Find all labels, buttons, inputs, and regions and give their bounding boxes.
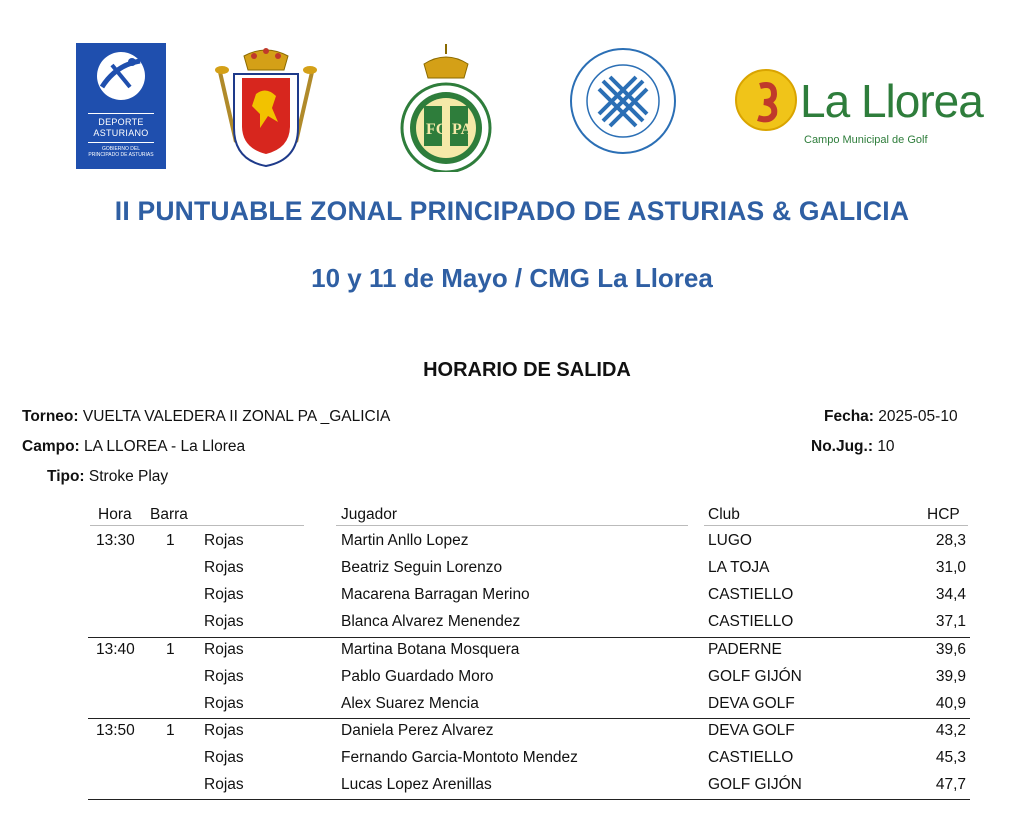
header-underline-club-hcp [704, 525, 968, 526]
cell-club: CASTIELLO [708, 613, 794, 630]
cell-tee: Rojas [204, 641, 244, 658]
cell-jugador: Macarena Barragan Merino [341, 586, 530, 603]
cell-tee: Rojas [204, 532, 244, 549]
cell-club: DEVA GOLF [708, 722, 795, 739]
cell-jugador: Blanca Alvarez Menendez [341, 613, 521, 630]
cell-club: LA TOJA [708, 559, 770, 576]
la-llorea-name: La Llorea [800, 75, 983, 127]
nojug-label: No.Jug.: [811, 438, 873, 455]
cell-tee: Rojas [204, 559, 244, 576]
header-jugador: Jugador [341, 506, 398, 523]
fgpa-letters-fg: FG [426, 121, 449, 138]
cell-hcp: 34,4 [935, 586, 966, 603]
cell-jugador: Pablo Guardado Moro [341, 668, 494, 685]
fgpa-crest-logo [398, 44, 494, 172]
fgpa-letters-pa: PA [452, 121, 473, 138]
header-underline-jugador [336, 525, 688, 526]
table-bottom-rule [88, 799, 970, 800]
cell-club: PADERNE [708, 641, 782, 658]
cell-jugador: Lucas Lopez Arenillas [341, 776, 492, 793]
header-underline-hora-barra [90, 525, 304, 526]
cell-jugador: Martin Anllo Lopez [341, 532, 469, 549]
fgg-emblem-icon [570, 44, 676, 158]
tournament-banner-date: 10 y 11 de Mayo / CMG La Llorea [311, 263, 713, 293]
cell-hcp: 31,0 [935, 559, 966, 576]
cell-tee: Rojas [204, 695, 244, 712]
fgg-logo [570, 44, 676, 158]
cell-hcp: 47,7 [935, 776, 966, 793]
cell-hcp: 28,3 [935, 532, 966, 549]
tipo-line [47, 468, 168, 486]
golf-ball-icon [734, 68, 798, 132]
fgpa-crest-icon [398, 44, 494, 172]
cell-club: LUGO [708, 532, 752, 549]
cell-barra: 1 [166, 532, 175, 549]
tournament-banner-title: II PUNTUABLE ZONAL PRINCIPADO DE ASTURIAS & GALICIA [114, 196, 910, 226]
cell-club: CASTIELLO [708, 586, 794, 603]
fecha-value: 2025-05-10 [878, 408, 958, 425]
nojug-value: 10 [877, 438, 895, 455]
cell-club: DEVA GOLF [708, 695, 795, 712]
deporte-label: DEPORTE [98, 117, 144, 127]
cell-tee: Rojas [204, 613, 244, 630]
group-divider-2 [88, 718, 970, 719]
cell-hora: 13:40 [96, 641, 135, 658]
campo-line [22, 438, 245, 456]
rfeg-crest-logo [214, 42, 318, 170]
header-club: Club [708, 506, 740, 523]
cell-jugador: Daniela Perez Alvarez [341, 722, 494, 739]
fecha-label: Fecha: [824, 408, 874, 425]
deporte-asturiano-emblem [76, 43, 166, 105]
cell-barra: 1 [166, 641, 175, 658]
nojug-line [811, 438, 895, 456]
cell-hcp: 39,6 [935, 641, 966, 658]
la-llorea-logo [734, 68, 990, 150]
cell-tee: Rojas [204, 722, 244, 739]
torneo-line [22, 408, 390, 426]
cell-tee: Rojas [204, 668, 244, 685]
cell-jugador: Martina Botana Mosquera [341, 641, 520, 658]
cell-jugador: Fernando Garcia-Montoto Mendez [341, 749, 578, 766]
tipo-label: Tipo: [47, 468, 85, 485]
cell-barra: 1 [166, 722, 175, 739]
cell-tee: Rojas [204, 749, 244, 766]
header-hora: Hora [98, 506, 132, 523]
cell-club: GOLF GIJÓN [708, 776, 802, 793]
principado-label: PRINCIPADO DE ASTURIAS [88, 152, 154, 158]
header-hcp: HCP [927, 506, 960, 523]
header-barra: Barra [150, 506, 188, 523]
cell-club: GOLF GIJÓN [708, 668, 802, 685]
cell-hora: 13:30 [96, 532, 135, 549]
cell-hcp: 45,3 [935, 749, 966, 766]
cell-jugador: Beatriz Seguin Lorenzo [341, 559, 503, 576]
cell-jugador: Alex Suarez Mencia [341, 695, 479, 712]
rfeg-crest-icon [214, 42, 318, 170]
cell-tee: Rojas [204, 776, 244, 793]
campo-value: LA LLOREA - La Llorea [84, 438, 246, 455]
fecha-line [824, 408, 958, 426]
campo-label: Campo: [22, 438, 80, 455]
cell-tee: Rojas [204, 586, 244, 603]
torneo-value: VUELTA VALEDERA II ZONAL PA _GALICIA [82, 408, 391, 425]
asturiano-label: ASTURIANO [93, 128, 149, 138]
cell-club: CASTIELLO [708, 749, 794, 766]
la-llorea-tagline: Campo Municipal de Golf [804, 134, 928, 146]
tipo-value: Stroke Play [88, 468, 169, 485]
cell-hcp: 40,9 [935, 695, 966, 712]
deporte-asturiano-logo [76, 43, 166, 169]
torneo-label: Torneo: [22, 408, 79, 425]
cell-hcp: 43,2 [935, 722, 966, 739]
cell-hora: 13:50 [96, 722, 135, 739]
cell-hcp: 37,1 [935, 613, 966, 630]
gobierno-label: GOBIERNO DEL [101, 146, 141, 152]
group-divider-1 [88, 637, 970, 638]
document-title: HORARIO DE SALIDA [423, 359, 631, 381]
cell-hcp: 39,9 [935, 668, 966, 685]
